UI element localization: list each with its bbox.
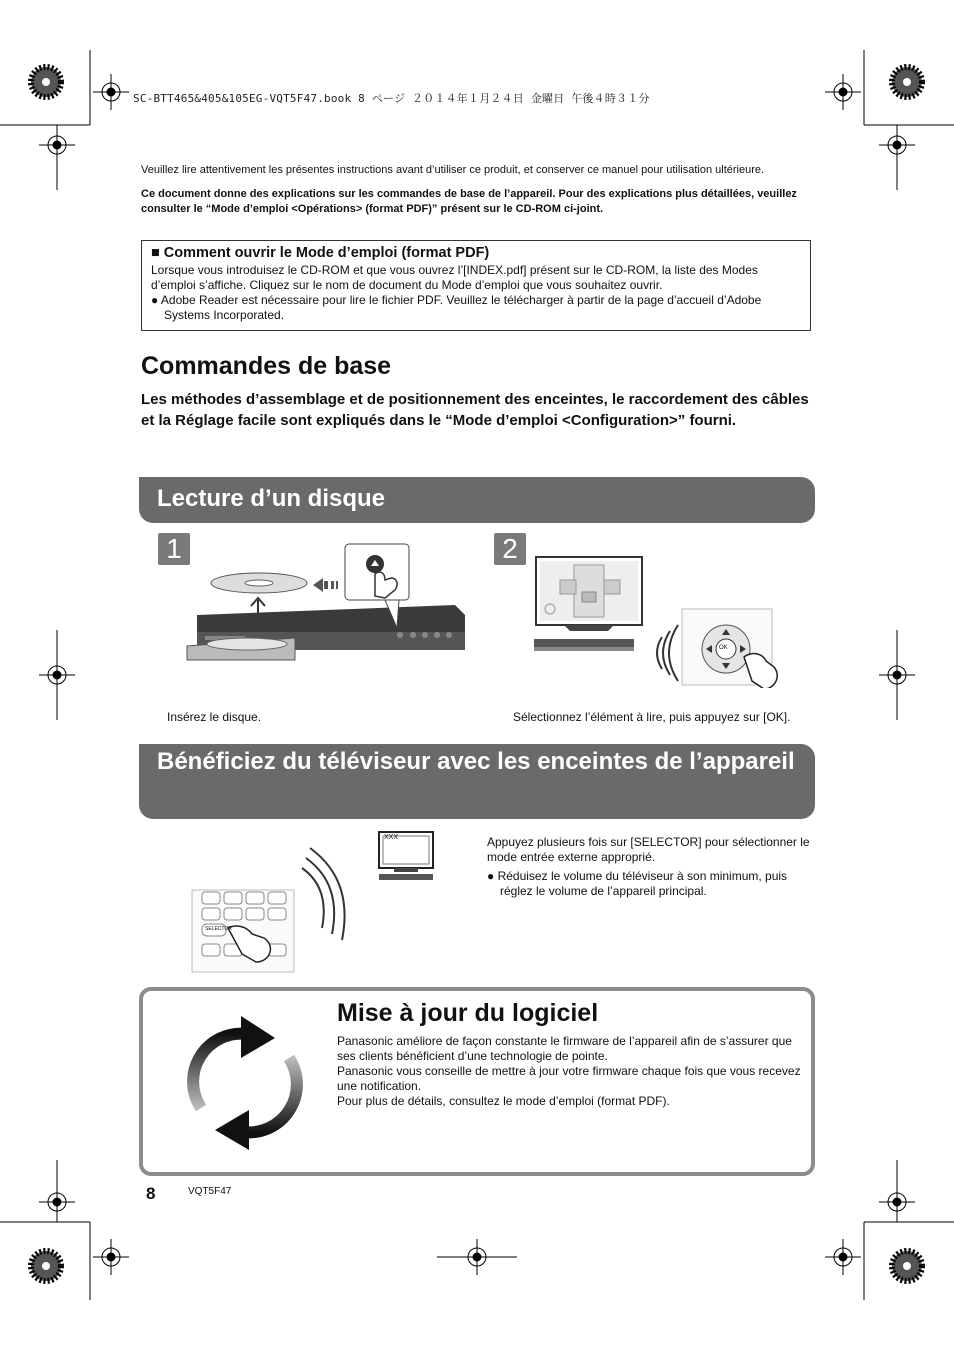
basic-lead: Les méthodes d’assemblage et de positionnement des enceintes, le raccordement des câbles et la Réglage facile sont expliqués dans le “Mode d’emploi <Configuration>” fourni. (141, 391, 809, 429)
basic-title: Commandes de base (141, 352, 392, 380)
tv-screen-label: XXX (384, 834, 399, 841)
tv-instructions-bullet: ● Réduisez le volume du téléviseur à son minimum, puis réglez le volume de l’appareil principal. (487, 869, 788, 898)
intro-bold-text: Ce document donne des explications sur les commandes de base de l’appareil. Pour des explications plus détaillées, veuillez consulter le “Mode d’emploi <Opérations> (format PDF)” présent sur le CD-ROM ci-joint. (141, 188, 797, 215)
step-1-number: 1 (158, 533, 190, 565)
refresh-icon (183, 1012, 308, 1154)
step-2-caption: Sélectionnez l’élément à lire, puis appuyez sur [OK]. (513, 710, 791, 724)
pdf-info-box (141, 240, 811, 331)
pdf-box-title: ■ Comment ouvrir le Mode d’emploi (format PDF) (151, 245, 490, 261)
selector-button-label: SELECTOR (205, 926, 232, 932)
pdf-box-bullet: ● Adobe Reader est nécessaire pour lire le fichier PDF. Veuillez le télécharger à partir de la page d’accueil d’Adobe Systems Incorporated. (151, 293, 762, 322)
step-2-number: 2 (494, 533, 526, 565)
update-text-3: Pour plus de détails, consultez le mode d’emploi (format PDF). (337, 1094, 670, 1108)
intro-text: Veuillez lire attentivement les présentes instructions avant d’utiliser ce produit, et conserver ce manuel pour utilisation ultérieure. (141, 164, 765, 176)
tv-menu-illustration (530, 553, 805, 688)
pdf-box-text: Lorsque vous introduisez le CD-ROM et que vous ouvrez l’[INDEX.pdf] présent sur le CD-ROM, la liste des Modes d’emploi s’affiche. Cliquez sur le nom de document du Mode d’emploi que vous souhaitez ouvrir. (151, 263, 758, 292)
update-text (337, 1034, 807, 1109)
tv-selector-illustration (190, 828, 440, 973)
disc-insert-illustration (185, 540, 475, 665)
tv-instructions (487, 835, 817, 899)
update-text-1: Panasonic améliore de façon constante le firmware de l’appareil afin de s’assurer que ses clients bénéficient d’une technologie de pointe. (337, 1034, 792, 1063)
print-header: SC-BTT465&405&105EG-VQT5F47.book 8 ページ ２０１４年１月２４日 金曜日 午後４時３１分 (133, 92, 650, 105)
update-title: Mise à jour du logiciel (337, 999, 599, 1027)
ok-button-label: OK (719, 645, 728, 651)
document-code: VQT5F47 (188, 1186, 232, 1197)
update-text-2: Panasonic vous conseille de mettre à jour votre firmware chaque fois que vous recevez une notification. (337, 1064, 801, 1093)
step-1-caption: Insérez le disque. (167, 710, 262, 724)
tv-section-band: Bénéficiez du téléviseur avec les enceintes de l’appareil (139, 744, 815, 819)
tv-instructions-text: Appuyez plusieurs fois sur [SELECTOR] pour sélectionner le mode entrée externe approprié. (487, 835, 810, 864)
page-number: 8 (146, 1184, 156, 1203)
disc-section-band: Lecture d’un disque (139, 477, 815, 523)
